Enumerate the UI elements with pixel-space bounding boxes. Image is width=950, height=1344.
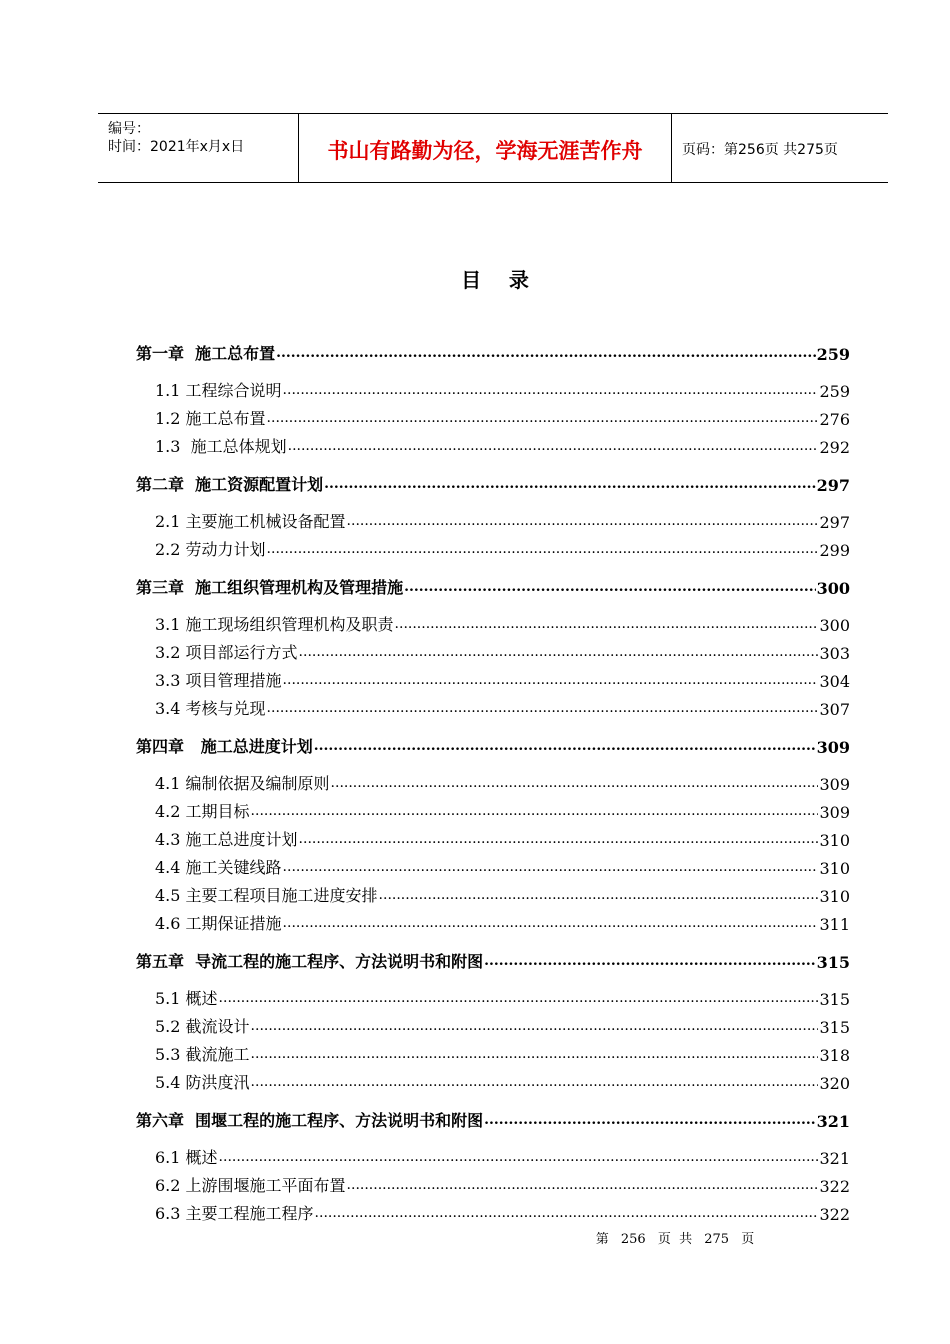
toc-section-entry[interactable]: [136, 766, 850, 794]
toc-entry-title: 4.6 工期保证措施: [155, 914, 282, 933]
toc-entry-title: 3.4 考核与兑现: [155, 699, 266, 718]
toc-entry-title: 6.2 上游围堰施工平面布置: [155, 1176, 346, 1195]
header-page-info: 页码：第256页 共275页: [682, 142, 838, 158]
toc-entry-title: 4.1 编制依据及编制原则: [155, 774, 330, 793]
toc-section-entry[interactable]: [136, 373, 850, 401]
toc-leader-dots: [299, 645, 819, 659]
toc-entry-title: 4.3 施工总进度计划: [155, 830, 298, 849]
toc-entry-page: 322: [819, 1177, 850, 1196]
toc-leader-dots: [267, 701, 819, 715]
toc-leader-dots: [251, 1047, 819, 1061]
toc-entry-title: 第六章 围堰工程的施工程序、方法说明书和附图: [136, 1111, 484, 1130]
toc-entry-title: 5.3 截流施工: [155, 1045, 250, 1064]
toc-leader-dots: [395, 617, 819, 631]
toc-leader-dots: [315, 1206, 819, 1220]
toc-leader-dots: [283, 383, 819, 397]
toc-entry-page: 320: [819, 1074, 850, 1093]
toc-entry-title: 第一章 施工总布置: [136, 344, 276, 363]
toc-chapter-entry[interactable]: [136, 1093, 850, 1131]
toc-entry-page: 315: [819, 990, 850, 1009]
toc-section-entry[interactable]: [136, 878, 850, 906]
toc-chapter-entry[interactable]: [136, 457, 850, 495]
toc-section-entry[interactable]: [136, 1037, 850, 1065]
toc-entry-title: 4.5 主要工程项目施工进度安排: [155, 886, 378, 905]
toc-entry-title: 第四章 施工总进度计划: [136, 737, 313, 756]
toc-entry-title: 3.1 施工现场组织管理机构及职责: [155, 615, 394, 634]
toc-entry-page: 311: [819, 915, 850, 934]
toc-entry-page: 321: [816, 1112, 850, 1131]
toc-entry-page: 309: [819, 803, 850, 822]
toc-leader-dots: [219, 1150, 819, 1164]
toc-section-entry[interactable]: [136, 1196, 850, 1224]
toc-entry-page: 322: [819, 1205, 850, 1224]
toc-section-entry[interactable]: [136, 607, 850, 635]
toc-leader-dots: [283, 916, 819, 930]
toc-entry-page: 318: [819, 1046, 850, 1065]
toc-entry-title: 4.4 施工关键线路: [155, 858, 282, 877]
toc-chapter-entry[interactable]: [136, 719, 850, 757]
toc-section-entry[interactable]: [136, 635, 850, 663]
toc-entry-page: 276: [819, 410, 850, 429]
toc-section-entry[interactable]: [136, 429, 850, 457]
toc-entry-title: 6.1 概述: [155, 1148, 218, 1167]
toc-entry-page: 307: [819, 700, 850, 719]
toc-spacer: [136, 495, 850, 504]
toc-section-entry[interactable]: [136, 401, 850, 429]
toc-entry-title: 5.4 防洪度汛: [155, 1073, 250, 1092]
toc-leader-dots: [283, 860, 819, 874]
toc-entry-page: 321: [819, 1149, 850, 1168]
toc-section-entry[interactable]: [136, 1065, 850, 1093]
toc-entry-page: 315: [819, 1018, 850, 1037]
toc-section-entry[interactable]: [136, 906, 850, 934]
toc-section-entry[interactable]: [136, 532, 850, 560]
toc-entry-title: 1.2 施工总布置: [155, 409, 266, 428]
toc-leader-dots: [347, 1178, 819, 1192]
toc-entry-page: 310: [819, 831, 850, 850]
toc-chapter-entry[interactable]: [136, 326, 850, 364]
toc-leader-dots: [288, 439, 819, 453]
footer-suffix: 页: [741, 1232, 755, 1247]
toc-entry-title: 4.2 工期目标: [155, 802, 250, 821]
toc-leader-dots: [276, 346, 815, 360]
toc-entry-page: 310: [819, 887, 850, 906]
toc-leader-dots: [251, 1075, 819, 1089]
toc-leader-dots: [299, 832, 819, 846]
toc-leader-dots: [314, 739, 816, 753]
table-of-contents: [136, 326, 850, 1224]
toc-entry-page: 299: [819, 541, 850, 560]
toc-entry-page: 309: [816, 738, 850, 757]
toc-entry-title: 1.1 工程综合说明: [155, 381, 282, 400]
document-time-label: 时间：2021年x月x日: [108, 139, 245, 155]
toc-leader-dots: [267, 542, 819, 556]
toc-entry-page: 259: [816, 345, 850, 364]
toc-section-entry[interactable]: [136, 850, 850, 878]
toc-leader-dots: [484, 1113, 815, 1127]
toc-title: 目 录: [461, 268, 529, 292]
toc-leader-dots: [404, 580, 815, 594]
toc-entry-page: 300: [816, 579, 850, 598]
page-footer: [0, 1228, 950, 1247]
toc-spacer: [136, 972, 850, 981]
footer-total-pages: 275: [704, 1232, 730, 1247]
toc-entry-title: 3.3 项目管理措施: [155, 671, 282, 690]
footer-prefix: 第: [595, 1232, 609, 1247]
toc-entry-title: 5.1 概述: [155, 989, 218, 1008]
header-page-cell: [672, 114, 888, 182]
footer-mid: 页 共: [657, 1232, 693, 1247]
toc-entry-title: 第二章 施工资源配置计划: [136, 475, 324, 494]
toc-chapter-entry[interactable]: [136, 560, 850, 598]
toc-entry-page: 303: [819, 644, 850, 663]
toc-entry-title: 5.2 截流设计: [155, 1017, 250, 1036]
toc-entry-title: 第三章 施工组织管理机构及管理措施: [136, 578, 404, 597]
toc-section-entry[interactable]: [136, 1168, 850, 1196]
toc-entry-page: 310: [819, 859, 850, 878]
toc-entry-page: 315: [816, 953, 850, 972]
toc-entry-page: 300: [819, 616, 850, 635]
toc-leader-dots: [484, 954, 815, 968]
toc-section-entry[interactable]: [136, 794, 850, 822]
toc-leader-dots: [283, 673, 819, 687]
toc-entry-title: 2.1 主要施工机械设备配置: [155, 512, 346, 531]
toc-section-entry[interactable]: [136, 504, 850, 532]
toc-section-entry[interactable]: [136, 663, 850, 691]
toc-leader-dots: [324, 477, 815, 491]
toc-entry-page: 297: [819, 513, 850, 532]
document-code-label: 编号：: [108, 121, 150, 137]
toc-entry-page: 292: [819, 438, 850, 457]
toc-leader-dots: [251, 804, 819, 818]
toc-section-entry[interactable]: [136, 1009, 850, 1037]
toc-section-entry[interactable]: [136, 822, 850, 850]
toc-spacer: [136, 598, 850, 607]
toc-spacer: [136, 1131, 850, 1140]
toc-leader-dots: [331, 776, 819, 790]
header-motto: 书山有路勤为径，学海无涯苦作舟: [327, 139, 643, 163]
toc-section-entry[interactable]: [136, 691, 850, 719]
toc-leader-dots: [267, 411, 819, 425]
header-motto-cell: [299, 114, 672, 182]
toc-spacer: [136, 364, 850, 373]
header-meta-cell: [98, 114, 299, 182]
toc-entry-title: 2.2 劳动力计划: [155, 540, 266, 559]
toc-entry-page: 304: [819, 672, 850, 691]
toc-entry-page: 259: [819, 382, 850, 401]
footer-current-page: 256: [620, 1232, 646, 1247]
toc-entry-title: 6.3 主要工程施工程序: [155, 1204, 314, 1223]
toc-spacer: [136, 757, 850, 766]
toc-entry-title: 1.3 施工总体规划: [155, 437, 287, 456]
toc-leader-dots: [347, 514, 819, 528]
toc-entry-page: 297: [816, 476, 850, 495]
toc-entry-title: 第五章 导流工程的施工程序、方法说明书和附图: [136, 952, 484, 971]
toc-section-entry[interactable]: [136, 1140, 850, 1168]
page-header: [98, 113, 888, 183]
toc-section-entry[interactable]: [136, 981, 850, 1009]
toc-leader-dots: [219, 991, 819, 1005]
toc-chapter-entry[interactable]: [136, 934, 850, 972]
toc-entry-page: 309: [819, 775, 850, 794]
toc-entry-title: 3.2 项目部运行方式: [155, 643, 298, 662]
toc-leader-dots: [379, 888, 819, 902]
toc-leader-dots: [251, 1019, 819, 1033]
